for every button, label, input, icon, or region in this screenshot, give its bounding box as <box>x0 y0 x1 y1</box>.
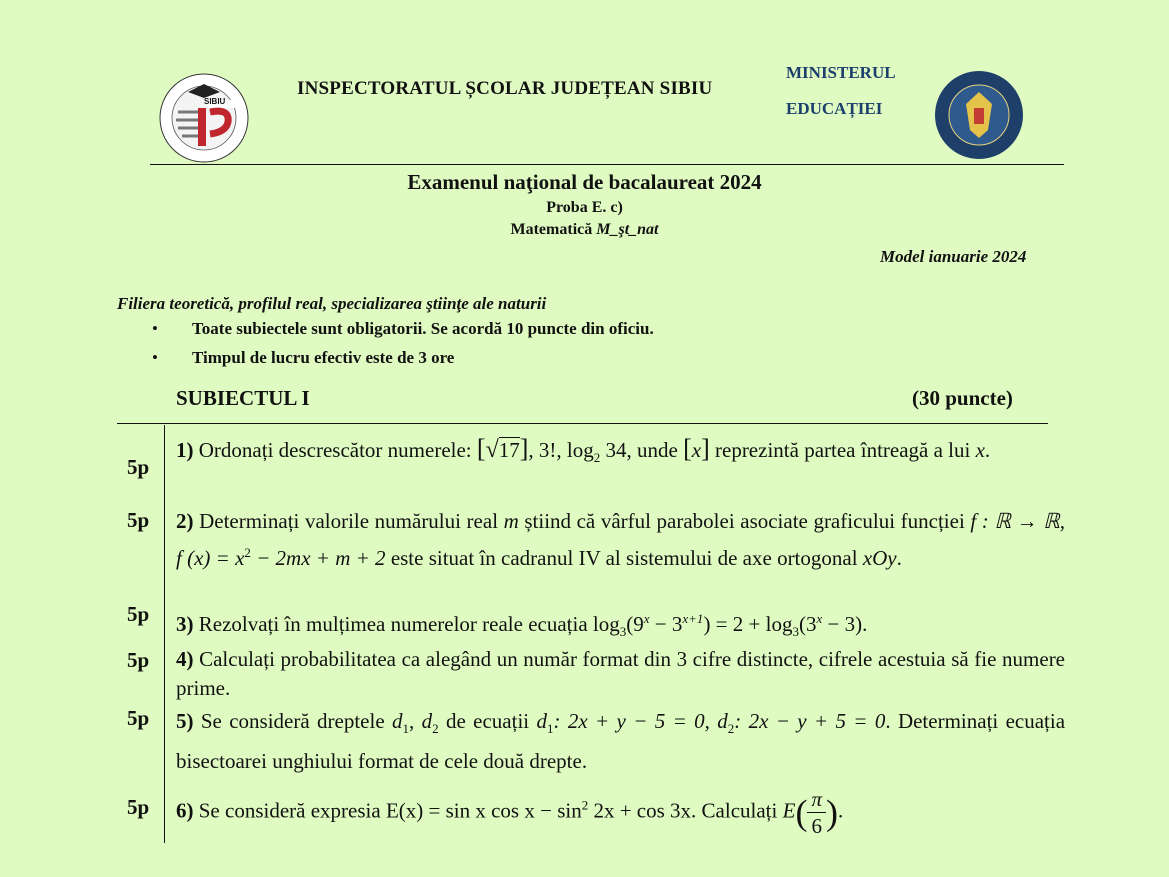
section-divider <box>117 423 1048 424</box>
q5-text-a: Se consideră dreptele <box>200 709 385 733</box>
bullet-1-text: Toate subiectele sunt obligatorii. Se acordă 10 puncte din oficiu. <box>192 319 654 338</box>
q1-end: . <box>984 438 991 462</box>
q1-text-c: , 3!, <box>528 438 562 462</box>
q5-text-n: . Determinați ecuația bisectoarei unghiului format de cele două drepte. <box>176 709 1066 774</box>
q5-number: 5) <box>176 709 194 733</box>
q3-log1-base: 3 <box>619 624 627 640</box>
q3-exp-x2: x <box>816 611 823 626</box>
q2-axes: xOy <box>862 546 897 570</box>
q6-points: 5p <box>127 795 150 819</box>
q2-function: f : ℝ → ℝ, f (x) = x <box>176 509 1066 570</box>
q5-eq1-index: 1 <box>546 721 554 737</box>
q6-E: E <box>782 798 796 823</box>
q1-number: 1) <box>176 438 194 462</box>
ministry-line2: EDUCAȚIEI <box>786 99 883 118</box>
bullet-dot: • <box>152 348 158 367</box>
q3-exp-x1: x+1 <box>682 611 704 626</box>
q1-text-i: reprezintă partea întreagă a lui <box>715 438 971 462</box>
question-1: 1) Ordonați descrescător numerele: [√17], 3!, $\log_2 34$, unde [x] reprezintă partea întreagă a lui x. <box>176 434 991 466</box>
q2-exponent: 2 <box>244 545 251 560</box>
ministry-line1: MINISTERUL <box>786 63 896 82</box>
header-divider <box>150 164 1064 165</box>
q6-exponent: 2 <box>581 797 589 813</box>
logo-small-label: SIBIU <box>204 97 226 106</box>
q2-text-c: știind că vârful parabolei asociate graficului funcției <box>524 509 965 533</box>
q3-text-a: Rezolvați în mulțimea numerelor reale ecuația <box>198 612 588 636</box>
q1-var-x: x <box>691 438 702 462</box>
q3-number: 3) <box>176 612 194 636</box>
q5-eq2: : 2x − y + 5 = 0 <box>734 709 886 733</box>
subject-prefix: Matematică <box>510 221 597 238</box>
q5-d2: d <box>421 709 433 733</box>
q1-points: 5p <box>127 455 150 479</box>
section-points: (30 puncte) <box>912 386 1013 410</box>
subject-code: M_şt_nat <box>596 221 659 238</box>
government-emblem <box>934 70 1024 160</box>
question-6: 6) Se consideră expresia E(x) = sin x $\cos x - \sin^2 2x + \cos 3x$. Calculați E( $\frac{\pi}{6}$ ). <box>176 787 844 838</box>
q3-exp-x: x <box>643 611 650 626</box>
q6-number: 6) <box>176 798 194 823</box>
q6-end: . <box>837 798 844 823</box>
q2-number: 2) <box>176 509 194 533</box>
q3-log2-base: 3 <box>792 624 799 640</box>
q1-text-g: , unde <box>626 438 678 462</box>
q5-text-g: de ecuații <box>445 709 530 733</box>
section-title: SUBIECTUL I <box>176 386 310 410</box>
q6-text-e: . Calculați <box>691 798 778 823</box>
q3-rhs: ) = 2 + log <box>703 612 793 636</box>
q1-var-x2: x <box>975 438 985 462</box>
government-emblem-graphic <box>934 70 1024 160</box>
q5-eq2-index: 2 <box>727 721 735 737</box>
q1-floor-sqrt: [ <box>476 434 486 463</box>
q1-radicand: 17 <box>498 438 520 462</box>
q5-eq1-d: d <box>536 709 547 733</box>
q6-fraction <box>807 786 826 839</box>
q6-pi: π <box>807 786 826 813</box>
q1-log: log <box>566 438 594 462</box>
q4-number: 4) <box>176 647 194 671</box>
q6-six: 6 <box>811 814 822 838</box>
q1-log-arg: 34 <box>605 438 627 462</box>
q6-expr: E(x) = sin x cos x − sin <box>385 798 582 823</box>
bullet-2-text: Timpul de lucru efectiv este de 3 ore <box>192 348 455 367</box>
q5-d1-index: 1 <box>402 721 410 737</box>
q3-log1: log <box>592 612 620 636</box>
question-5 <box>176 705 1065 777</box>
q2-text-a: Determinați valorile numărului real <box>199 509 499 533</box>
q1-text-a: Ordonați descrescător numerele: <box>198 438 472 462</box>
q5-eq2-d: d <box>717 709 728 733</box>
q1-log-base: 2 <box>593 450 601 466</box>
q2-points: 5p <box>127 508 150 532</box>
q3-points: 5p <box>127 602 150 626</box>
q4-text: Calculați probabilitatea ca alegând un număr format din 3 cifre distincte, cifrele acestuia să fie numere prime. <box>176 647 1066 700</box>
isj-logo <box>158 72 250 164</box>
q2-text-g: este situat în cadranul IV al sistemului de axe ortogonal <box>390 546 858 570</box>
q5-comma: , <box>409 709 415 733</box>
q3-nine: (9 <box>626 612 644 636</box>
q5-d2-index: 2 <box>432 721 439 737</box>
q4-points: 5p <box>127 648 150 672</box>
q2-function-rest: − 2mx + m + 2 <box>256 546 386 570</box>
q6-expr-rest: 2x + cos 3x <box>593 798 692 823</box>
exam-title: Examenul naţional de bacalaureat 2024 <box>407 170 762 194</box>
q3-minus3: − 3 <box>654 612 683 636</box>
filiera-text: Filiera teoretică, profilul real, specializarea ştiinţe ale naturii <box>117 294 547 313</box>
question-4 <box>176 645 1065 703</box>
q3-end: . <box>862 612 868 636</box>
q3-close: − 3) <box>827 612 863 636</box>
q2-end: . <box>896 546 902 570</box>
question-2 <box>176 505 1065 574</box>
points-column-divider <box>164 425 165 843</box>
institution-title: INSPECTORATUL ȘCOLAR JUDEȚEAN SIBIU <box>297 78 713 99</box>
exam-proba: Proba E. c) <box>546 199 623 216</box>
q5-points: 5p <box>127 706 150 730</box>
exam-subject <box>0 221 1169 239</box>
model-label: Model ianuarie 2024 <box>880 247 1027 266</box>
q2-var-m: m <box>503 509 519 533</box>
q6-text-a: Se consideră expresia <box>198 798 381 823</box>
bullet-dot: • <box>152 319 158 338</box>
q5-d1: d <box>392 709 403 733</box>
q5-eq1: : 2x + y − 5 = 0, <box>553 709 710 733</box>
q3-three: (3 <box>798 612 817 636</box>
isj-logo-graphic <box>158 72 250 164</box>
question-3 <box>176 603 1065 648</box>
